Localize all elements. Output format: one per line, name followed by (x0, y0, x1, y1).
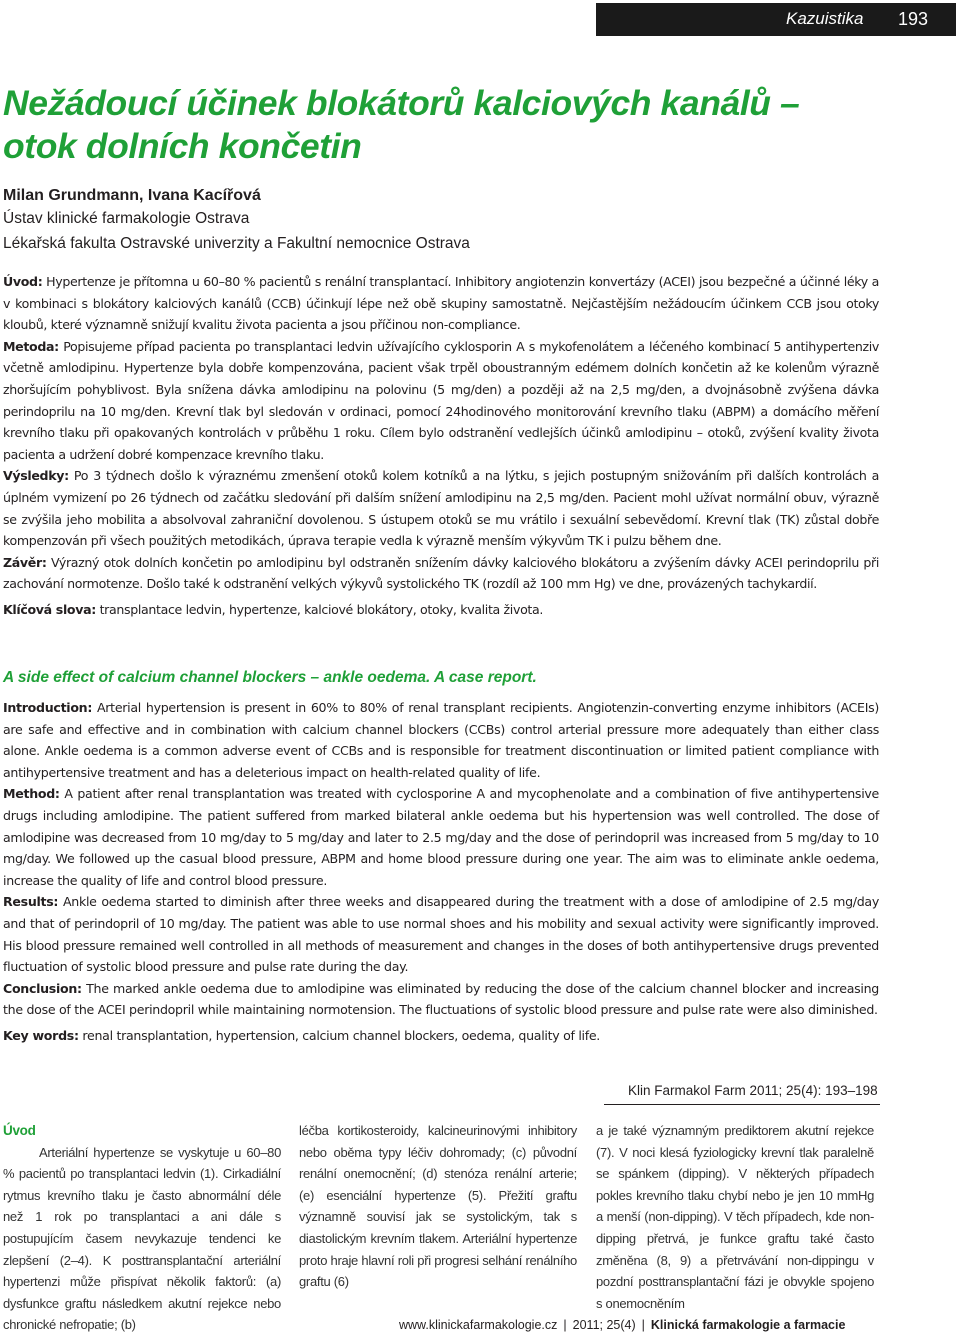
body-column-2 (299, 1120, 577, 1293)
authors: Milan Grundmann, Ivana Kacířová (3, 187, 261, 204)
footer-journal: Klinická farmakologie a farmacie (650, 1318, 846, 1332)
abstract-cz-metoda (3, 336, 879, 466)
body-paragraph: léčba kortikosteroidy, kalcineurinovými inhibitory nebo oběma typy léčiv dohromady; (c) původní renální onemocnění; (d) stenóza renální arterie; (e) esenciální hypertenze (5). Přežití graftu významně souvisí jak se systolickým, tak s diastolickým krevním tlakem. Arteriální hypertenze proto hraje hlavní roli při progresi selhání renálního graftu (6) (299, 1123, 577, 1290)
footer-separator: | (563, 1318, 567, 1332)
english-title: A side effect of calcium channel blockers – ankle oedema. A case report. (3, 669, 537, 686)
abstract-text: A patient after renal transplantation was treated with cyclosporine A and mycophenolate and a combination of five antihypertensive drugs including amlodipine. The patient suffered from marked bilateral ankle oedema but his hypertension was well controlled. The dose of amlodipine was decreased from 10 mg/day to 5 mg/day and later to 2.5 mg/day and the dose of perindopril was increased from 5 mg/day to 10 mg/day. We followed up the casual blood pressure, ABPM and home blood pressure during one year. The aim was to eliminate ankle oedema, increase the quality of life and control blood pressure. (3, 786, 879, 888)
abstract-text: Hypertenze je přítomna u 60–80 % pacientů s renální transplantací. Inhibitory angiotenzin konvertázy (ACEI) jsou bezpečné a účinné léky a v kombinaci s blokátory kalciových kanálů (CCB) účinkují lépe než obě skupiny samostatně. Nejčastějším nežádoucím účinkem CCB jsou otoky kloubů, které významně snižují kvalitu života pacienta a jsou příčinou non-compliance. (3, 274, 879, 333)
abstract-czech (3, 271, 879, 621)
abstract-label: Method: (3, 786, 60, 802)
abstract-text: Popisujeme případ pacienta po transplantaci ledvin užívajícího cyklosporin A s mykofenolátem a léčeného kombinací 5 antihypertenziv včetně amlodipinu. Hypertenze byla dobře kompenzována, pacient však trpěl oboustranným edémem dolních končetin až ke kolenům výrazně zhoršujícím pohyblivost. Byla snížena dávka amlodipinu na polovinu (5 mg/den) a později až na 2,5 mg/den, a dvojnásobně zvýšena dávka perindoprilu na 10 mg/den. Krevní tlak byl sledován v ordinaci, pomocí 24hodinového monitorování krevního tlaku (ABPM) a domácího měření krevního tlaku při opakovaných kontrolách v průběhu 1 roku. Cílem bylo odstranění vedlejších účinků amlodipinu – otoků, zvýšení kvality života pacienta a udržení dobré kompenzace krevního tlaku. (3, 338, 879, 462)
footer (399, 1318, 845, 1332)
article-title (3, 82, 799, 168)
section-heading: Úvod (3, 1123, 36, 1138)
abstract-text: Výrazný otok dolních končetin po amlodipinu byl odstraněn snížením dávky kalciového blokátoru a zvýšením dávky ACEI perindoprilu při zachování normotenze. Došlo také k odstranění velkých výkyvů systolického TK (rozdíl až 100 mm Hg) ve dne, provázených tachykardií. (3, 554, 879, 592)
abstract-en-intro (3, 697, 879, 783)
abstract-en-keywords (3, 1025, 879, 1047)
abstract-label: Metoda: (3, 338, 59, 354)
footer-website: www.klinickafarmakologie.cz (399, 1318, 558, 1332)
abstract-cz-zaver (3, 552, 879, 595)
page-number: 193 (898, 9, 929, 29)
affiliation-1: Ústav klinické farmakologie Ostrava (3, 210, 250, 227)
citation-divider (604, 1104, 880, 1105)
body-column-1 (3, 1120, 281, 1336)
abstract-text: renal transplantation, hypertension, calcium channel blockers, oedema, quality of life. (78, 1027, 601, 1043)
abstract-label: Klíčová slova: (3, 601, 96, 617)
affiliation-2: Lékařská fakulta Ostravské univerzity a Fakultní nemocnice Ostrava (3, 235, 470, 252)
abstract-text: Po 3 týdnech došlo k výraznému zmenšení otoků kolem kotníků a na lýtku, s jejich postupným snižováním při dalších kontrolách a úplném vymizení po 26 týdnech od začátku sledování při dalším snížení amlodipinu na 2,5 mg/den. Pacient mohl užívat normální obuv, výrazně se zvýšila jeho mobilita a absolvoval zahraniční dovolenou. S ústupem otoků se mu vrátilo i sexuální sebevědomí. Krevní tlak (TK) zůstal dobře kompenzován při všech použitých metodikách, úprava terapie vedla k výrazně menším výkyvům TK i pulzu během dne. (3, 468, 879, 549)
abstract-text: Ankle oedema started to diminish after three weeks and disappeared during the treatment with a dose of amlodipine of 2.5 mg/day and that of perindopril of 10 mg/day. The patient was able to use normal shoes and his mobility and sexual activity were significantly improved. His blood pressure remained well controlled in all methods of measurement and changes in the doses of both antihypertensive drugs prevented fluctuation of systolic blood pressure and pulse rate during the day. (3, 894, 879, 975)
abstract-text: The marked ankle oedema due to amlodipine was eliminated by reducing the dose of the calcium channel blocker and increasing the dose of the ACEI perindopril while maintaining normotension. The fluctuations of systolic blood pressure and pulse rate were also diminished. (3, 980, 879, 1018)
title-line-2: otok dolních končetin (3, 126, 362, 166)
body-paragraph: a je také významným prediktorem akutní rejekce (7). V noci klesá fyziologicky krevní tlak paralelně se spánkem (dipping). V některých případech pokles krevního tlaku chybí nebo je jen 10 mmHg a menší (non-dipping). V těch případech, kde non-dipping přetrvá, je funkce graftu také často změněna (8, 9) a přetrvávání non-dippingu v pozdní posttransplantační fázi je obvykle spojeno s onemocněním (596, 1123, 874, 1311)
footer-separator: | (641, 1318, 645, 1332)
abstract-cz-vysledky (3, 465, 879, 551)
abstract-cz-uvod (3, 271, 879, 336)
abstract-label: Conclusion: (3, 980, 82, 996)
abstract-label: Úvod: (3, 274, 43, 289)
section-label: Kazuistika (786, 9, 864, 28)
abstract-label: Závěr: (3, 554, 47, 570)
citation: Klin Farmakol Farm 2011; 25(4): 193–198 (628, 1083, 878, 1098)
abstract-label: Results: (3, 894, 59, 910)
abstract-english (3, 697, 879, 1047)
abstract-label: Výsledky: (3, 468, 69, 484)
abstract-text: Arterial hypertension is present in 60% to 80% of renal transplant recipients. Angiotenzin-converting enzyme inhibitors (ACEIs) are safe and effective and in combination with calcium channel blockers (CCBs) control arterial pressure more adequately than either class alone. Ankle oedema is a common adverse event of CCBs and is responsible for treatment discontinuation or limited patient compliance with antihypertensive treatment and has a deleterious impact on health-related quality of life. (3, 700, 879, 780)
abstract-label: Key words: (3, 1027, 79, 1043)
body-column-3 (596, 1120, 874, 1314)
abstract-en-results (3, 891, 879, 977)
title-line-1: Nežádoucí účinek blokátorů kalciových kanálů – (3, 83, 800, 123)
abstract-label: Introduction: (3, 700, 93, 715)
footer-issue: 2011; 25(4) (572, 1318, 636, 1332)
abstract-en-conclusion (3, 978, 879, 1021)
abstract-text: transplantace ledvin, hypertenze, kalciové blokátory, otoky, kvalita života. (95, 601, 544, 617)
body-paragraph: Arteriální hypertenze se vyskytuje u 60–80 % pacientů po transplantaci ledvin (1). Cirkadiální rytmus krevního tlaku je často abnormální déle než 1 rok po transplantaci a ani dále s postupujícím časem nevykazuje tendenci ke zlepšení (2–4). K posttransplantační arteriální hypertenzi může přispívat několik faktorů: (a) dysfunkce graftu následkem akutní rejekce nebo chronické nefropatie; (b) (3, 1144, 281, 1333)
abstract-cz-keywords (3, 599, 879, 621)
abstract-en-method (3, 783, 879, 891)
